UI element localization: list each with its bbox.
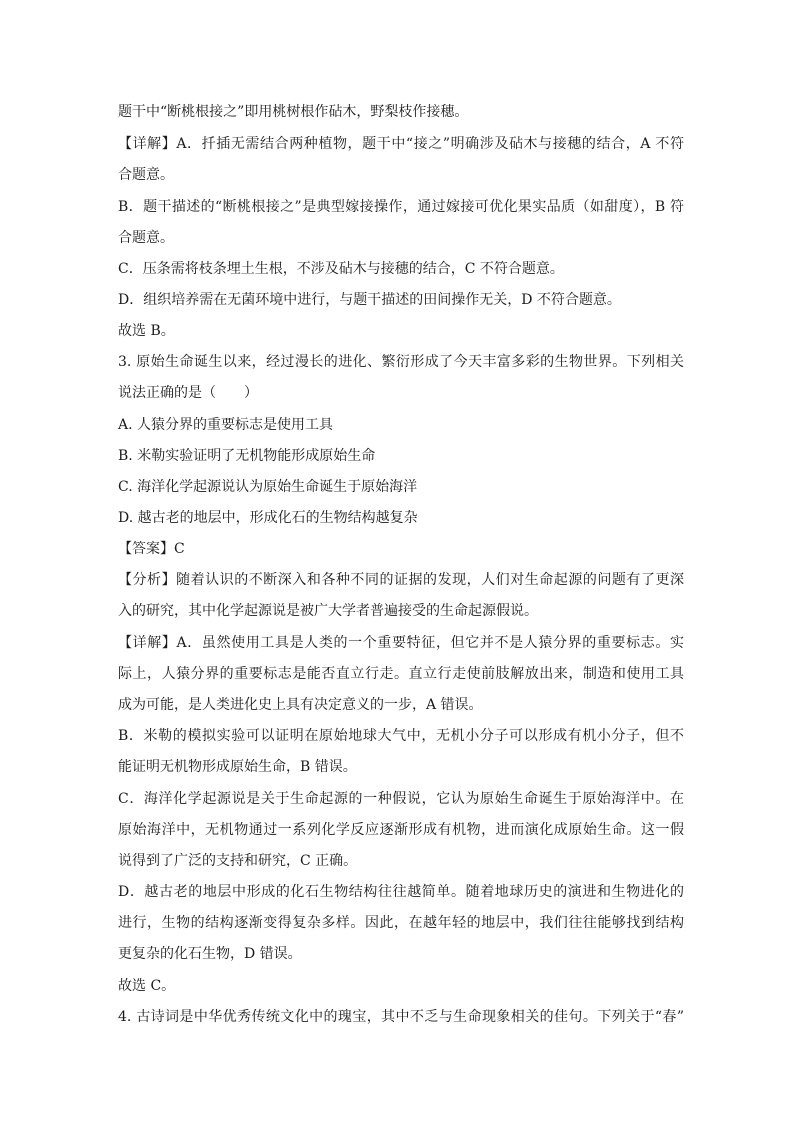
- question-stem: 4. 古诗词是中华优秀传统文化中的瑰宝，其中不乏与生命现象相关的佳句。下列关于“春”: [118, 1009, 684, 1025]
- text-line: 合题意。: [118, 230, 174, 246]
- detail-line: C．海洋化学起源说是关于生命起源的一种假说，它认为原始生命诞生于原始海洋中。在: [118, 791, 684, 807]
- detail-line: B．米勒的模拟实验可以证明在原始地球大气中，无机小分子可以形成有机小分子，但不: [118, 728, 684, 744]
- text-line: 题干中“断桃根接之”即用桃树根作砧木，野梨枝作接穗。: [118, 104, 469, 120]
- detail-line: 成为可能，是人类进化史上具有决定意义的一步，A 错误。: [118, 697, 483, 713]
- detail-line: D．越古老的地层中形成的化石生物结构往往越简单。随着地球历史的演进和生物进化的: [118, 884, 684, 900]
- question-stem: 3. 原始生命诞生以来，经过漫长的进化、繁衍形成了今天丰富多彩的生物世界。下列相关: [118, 354, 684, 370]
- text-line: 故选 B。: [118, 323, 175, 339]
- text-line: B．题干描述的“断桃根接之”是典型嫁接操作，通过嫁接可优化果实品质（如甜度），B 符: [118, 199, 684, 215]
- text-line: 合题意。: [118, 167, 174, 183]
- detail-line: 际上，人猿分界的重要标志是能否直立行走。直立行走使前肢解放出来，制造和使用工具: [118, 666, 684, 682]
- text-line: 故选 C。: [118, 978, 176, 994]
- detail-line: 说得到了广泛的支持和研究，C 正确。: [118, 853, 358, 869]
- option-b: B. 米勒实验证明了无机物能形成原始生命: [118, 448, 376, 464]
- answer-line: 【答案】C: [118, 541, 185, 557]
- analysis-line: 【分析】随着认识的不断深入和各种不同的证据的发现，人们对生命起源的问题有了更深: [118, 572, 684, 588]
- option-c: C. 海洋化学起源说认为原始生命诞生于原始海洋: [118, 479, 418, 495]
- question-stem: 说法正确的是（ ）: [118, 385, 258, 401]
- text-line: D．组织培养需在无菌环境中进行，与题干描述的田间操作无关，D 不符合题意。: [118, 292, 621, 308]
- detail-line: 能证明无机物形成原始生命，B 错误。: [118, 759, 357, 775]
- detail-line: 进行，生物的结构逐渐变得复杂多样。因此，在越年轻的地层中，我们往往能够找到结构: [118, 915, 684, 931]
- option-a: A. 人猿分界的重要标志是使用工具: [118, 417, 334, 433]
- detail-line: 【详解】A．虽然使用工具是人类的一个重要特征，但它并不是人猿分界的重要标志。实: [118, 635, 684, 651]
- analysis-line: 入的研究，其中化学起源说是被广大学者普遍接受的生命起源假说。: [118, 603, 538, 619]
- detail-line: 更复杂的化石生物，D 错误。: [118, 946, 302, 962]
- text-line: 【详解】A．扦插无需结合两种植物，题干中“接之”明确涉及砧木与接穗的结合，A 不符: [118, 136, 684, 152]
- text-line: C．压条需将枝条埋土生根，不涉及砧木与接穗的结合，C 不符合题意。: [118, 261, 564, 277]
- detail-line: 原始海洋中，无机物通过一系列化学反应逐渐形成有机物，进而演化成原始生命。这一假: [118, 822, 684, 838]
- option-d: D. 越古老的地层中，形成化石的生物结构越复杂: [118, 510, 418, 526]
